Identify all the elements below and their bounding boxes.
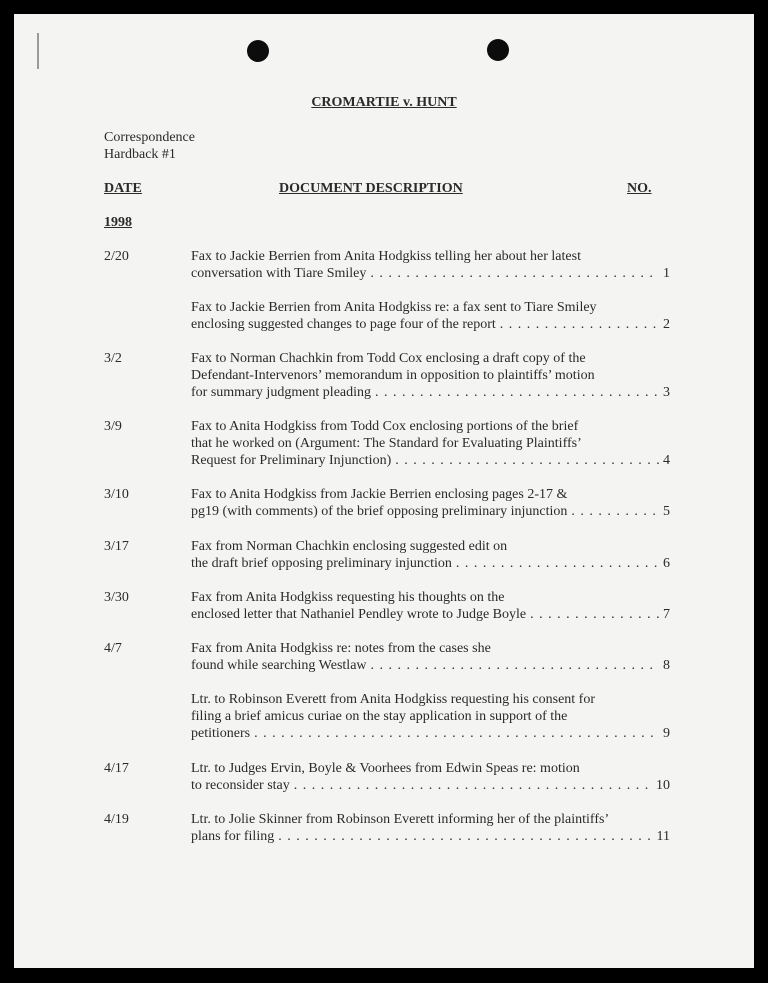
- entry-description: [191, 760, 670, 794]
- dot-leader: [294, 777, 652, 794]
- scan-mark: [37, 33, 39, 69]
- description-last-line: [191, 503, 670, 520]
- description-last-line: [191, 316, 670, 333]
- dot-leader: [500, 316, 659, 333]
- entry-number: 5: [663, 504, 670, 519]
- column-header-number: NO.: [627, 181, 652, 196]
- entry-number: 10: [656, 778, 670, 793]
- entry-number: 9: [663, 726, 670, 741]
- description-last-line: [191, 725, 670, 742]
- description-line: that he worked on (Argument: The Standard for Evaluating Plaintiffs’: [191, 436, 582, 451]
- description-line: Fax to Jackie Berrien from Anita Hodgkiss re: a fax sent to Tiare Smiley: [191, 300, 597, 315]
- year-heading: 1998: [104, 215, 132, 230]
- entry-number: 3: [663, 385, 670, 400]
- description-line: conversation with Tiare Smiley: [191, 266, 367, 281]
- entry-number: 4: [663, 453, 670, 468]
- punch-hole-right: [487, 39, 509, 61]
- dot-leader: [530, 606, 659, 623]
- entry-number: 6: [663, 556, 670, 571]
- entry-date: 3/30: [104, 590, 129, 605]
- entry-description: [191, 811, 670, 845]
- description-line: Fax to Anita Hodgkiss from Jackie Berrien enclosing pages 2-17 &: [191, 487, 568, 502]
- entry-date: 3/2: [104, 351, 122, 366]
- description-last-line: [191, 606, 670, 623]
- description-line: Ltr. to Robinson Everett from Anita Hodgkiss requesting his consent for: [191, 692, 596, 707]
- column-header-date: DATE: [104, 181, 142, 196]
- description-line: Ltr. to Judges Ervin, Boyle & Voorhees from Edwin Speas re: motion: [191, 761, 580, 776]
- entry-date: 4/17: [104, 761, 129, 776]
- entry-description: [191, 691, 670, 742]
- entry-number: 11: [656, 829, 670, 844]
- description-line: Fax to Anita Hodgkiss from Todd Cox enclosing portions of the brief: [191, 419, 579, 434]
- column-header-description: DOCUMENT DESCRIPTION: [279, 181, 463, 196]
- entry-description: [191, 640, 670, 674]
- subheading-correspondence: Correspondence: [104, 130, 195, 145]
- dot-leader: [375, 384, 659, 401]
- entry-date: 3/10: [104, 487, 129, 502]
- entry-description: [191, 418, 670, 469]
- description-line: Fax from Anita Hodgkiss re: notes from the cases she: [191, 641, 491, 656]
- description-line: filing a brief amicus curiae on the stay application in support of the: [191, 709, 568, 724]
- dot-leader: [371, 657, 659, 674]
- entry-date: 3/17: [104, 539, 129, 554]
- entry-description: [191, 248, 670, 282]
- description-last-line: [191, 452, 670, 469]
- description-last-line: [191, 265, 670, 282]
- entry-date: 4/7: [104, 641, 122, 656]
- description-line: Fax to Jackie Berrien from Anita Hodgkiss telling her about her latest: [191, 249, 581, 264]
- entry-date: 2/20: [104, 249, 129, 264]
- dot-leader: [456, 555, 659, 572]
- entry-description: [191, 299, 670, 333]
- description-line: Defendant-Intervenors’ memorandum in opposition to plaintiffs’ motion: [191, 368, 595, 383]
- entry-description: [191, 486, 670, 520]
- entry-date: 4/19: [104, 812, 129, 827]
- entry-description: [191, 538, 670, 572]
- description-line: the draft brief opposing preliminary injunction: [191, 556, 452, 571]
- entry-date: 3/9: [104, 419, 122, 434]
- entry-number: 8: [663, 658, 670, 673]
- description-last-line: [191, 384, 670, 401]
- description-line: Fax to Norman Chachkin from Todd Cox enclosing a draft copy of the: [191, 351, 586, 366]
- description-last-line: [191, 657, 670, 674]
- dot-leader: [395, 452, 659, 469]
- dot-leader: [254, 725, 659, 742]
- entry-description: [191, 589, 670, 623]
- entry-number: 7: [663, 607, 670, 622]
- dot-leader: [370, 265, 659, 282]
- description-line: found while searching Westlaw: [191, 658, 367, 673]
- description-line: Fax from Anita Hodgkiss requesting his thoughts on the: [191, 590, 505, 605]
- description-line: petitioners: [191, 726, 251, 741]
- case-title: CROMARTIE v. HUNT: [311, 95, 457, 110]
- description-line: Ltr. to Jolie Skinner from Robinson Everett informing her of the plaintiffs’: [191, 812, 610, 827]
- description-line: pg19 (with comments) of the brief opposing preliminary injunction: [191, 504, 568, 519]
- description-line: Request for Preliminary Injunction): [191, 453, 392, 468]
- entry-number: 2: [663, 317, 670, 332]
- subheading-hardback: Hardback #1: [104, 147, 176, 162]
- entry-number: 1: [663, 266, 670, 281]
- description-last-line: [191, 828, 670, 845]
- description-last-line: [191, 555, 670, 572]
- description-line: to reconsider stay: [191, 778, 290, 793]
- description-line: enclosed letter that Nathaniel Pendley wrote to Judge Boyle: [191, 607, 527, 622]
- description-line: enclosing suggested changes to page four of the report: [191, 317, 496, 332]
- description-line: Fax from Norman Chachkin enclosing suggested edit on: [191, 539, 508, 554]
- description-line: plans for filing: [191, 829, 275, 844]
- description-line: for summary judgment pleading: [191, 385, 372, 400]
- dot-leader: [278, 828, 652, 845]
- dot-leader: [571, 503, 659, 520]
- description-last-line: [191, 777, 670, 794]
- punch-hole-left: [247, 40, 269, 62]
- entry-description: [191, 350, 670, 401]
